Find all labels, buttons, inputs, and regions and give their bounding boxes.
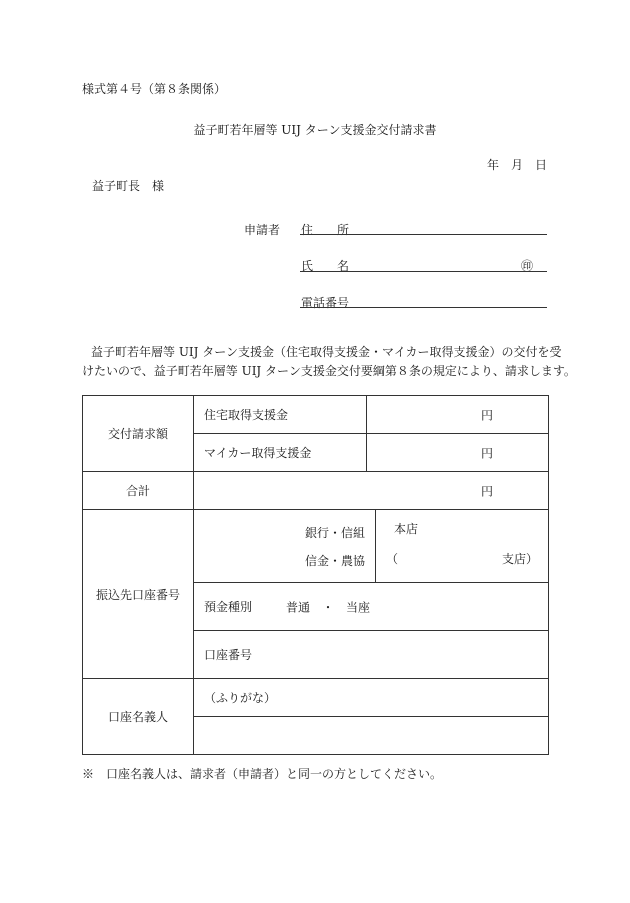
seal-mark: ㊞	[521, 259, 534, 273]
yen-label: 円	[480, 446, 493, 460]
phone-label: 電話番号	[301, 296, 350, 310]
body-text-line2: けたいので、益子町若年層等 UIJ ターン支援金交付要綱第８条の規定により、請求します。	[82, 364, 576, 378]
address-label: 住 所	[301, 223, 350, 237]
yen-label: 円	[480, 408, 493, 422]
footnote: ※ 口座名義人は、請求者（申請者）と同一の方としてください。	[82, 767, 443, 781]
address-line[interactable]	[300, 234, 547, 235]
account-holder-label: 口座名義人	[83, 679, 194, 755]
yen-label: 円	[480, 484, 493, 498]
housing-support-label: 住宅取得支援金	[194, 396, 367, 434]
request-table	[82, 395, 549, 755]
housing-amount-cell[interactable]	[367, 396, 549, 434]
car-amount-cell[interactable]	[367, 434, 549, 472]
document-title: 益子町若年層等 UIJ ターン支援金交付請求書	[193, 123, 437, 137]
head-office-label: 本店	[394, 522, 419, 536]
phone-line[interactable]	[300, 307, 547, 308]
furigana-label: （ふりがな）	[204, 691, 277, 705]
name-line[interactable]	[300, 271, 547, 272]
bank-line2: 信金・農協	[304, 554, 365, 568]
deposit-options: 普通 ・ 当座	[286, 600, 371, 614]
total-label: 合計	[83, 472, 194, 510]
body-text-line1: 益子町若年層等 UIJ ターン支援金（住宅取得支援金・マイカー取得支援金）の交付を受	[91, 345, 562, 359]
branch-label: 支店）	[501, 552, 538, 566]
bank-type-cell[interactable]	[194, 510, 376, 583]
total-amount-cell[interactable]	[194, 472, 549, 510]
date-line: 年 月 日	[487, 158, 548, 172]
name-label: 氏 名	[301, 259, 350, 273]
account-holder-name-cell[interactable]	[194, 717, 549, 755]
transfer-account-label: 振込先口座番号	[83, 510, 194, 679]
request-amount-label: 交付請求額	[83, 396, 194, 472]
car-support-label: マイカー取得支援金	[194, 434, 367, 472]
paren-open: （	[386, 552, 399, 566]
account-number-label: 口座番号	[204, 648, 253, 662]
deposit-type-cell[interactable]	[194, 583, 549, 631]
branch-cell[interactable]	[376, 510, 549, 583]
account-number-cell[interactable]	[194, 631, 549, 679]
bank-line1: 銀行・信組	[304, 526, 365, 540]
form-number: 様式第４号（第８条関係）	[82, 82, 227, 96]
furigana-cell[interactable]	[194, 679, 549, 717]
applicant-label: 申請者	[244, 223, 281, 237]
addressee: 益子町長 様	[92, 179, 165, 193]
deposit-type-label: 預金種別	[204, 600, 253, 614]
